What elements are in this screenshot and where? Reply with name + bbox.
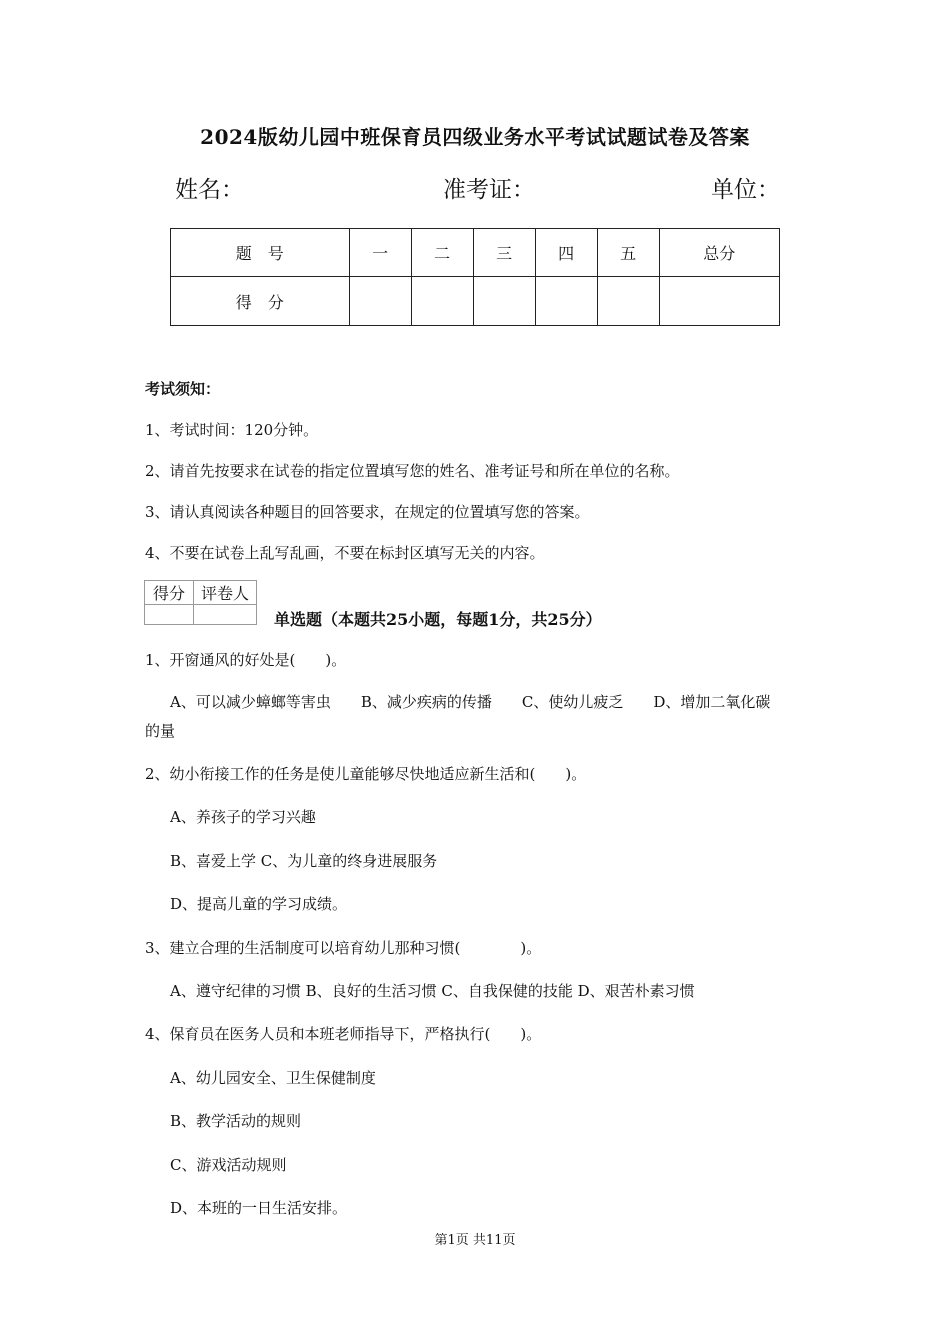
- section-title: 单选题（本题共25小题，每题1分，共25分）: [274, 610, 602, 629]
- score-table-cell: 二: [411, 229, 473, 277]
- score-table-cell: 一: [349, 229, 411, 277]
- score-input-cell[interactable]: [473, 277, 535, 326]
- notice-item: 3、请认真阅读各种题目的回答要求，在规定的位置填写您的答案。: [145, 503, 590, 521]
- question-option: B、教学活动的规则: [170, 1112, 302, 1130]
- grader-reviewer-label: 评卷人: [194, 581, 257, 605]
- question-option: C、游戏活动规则: [170, 1156, 287, 1174]
- question-stem: 3、建立合理的生活制度可以培育幼儿那种习惯( )。: [145, 939, 542, 957]
- question-stem: 2、幼小衔接工作的任务是使儿童能够尽快地适应新生活和( )。: [145, 765, 587, 783]
- score-table-cell: 五: [597, 229, 659, 277]
- question-options: A、可以减少蟑螂等害虫 B、减少疾病的传播 C、使幼儿疲乏 D、增加二氧化碳: [170, 693, 771, 711]
- score-table-cell: 总分: [659, 229, 779, 277]
- question-option: D、本班的一日生活安排。: [170, 1199, 348, 1217]
- score-input-cell[interactable]: [349, 277, 411, 326]
- question-option: B、喜爱上学 C、为儿童的终身进展服务: [170, 852, 438, 870]
- score-table-cell: 四: [535, 229, 597, 277]
- unit-field-label: 单位：: [711, 177, 780, 203]
- question-option: A、养孩子的学习兴趣: [170, 808, 316, 826]
- page-title: 2024版幼儿园中班保育员四级业务水平考试试题试卷及答案: [200, 125, 750, 149]
- page-footer: 第1页 共11页: [434, 1233, 516, 1248]
- grader-score-label: 得分: [145, 581, 194, 605]
- score-table-cell: 题 号: [171, 229, 350, 277]
- question-stem: 4、保育员在医务人员和本班老师指导下，严格执行( )。: [145, 1025, 542, 1043]
- grader-table: [144, 580, 257, 625]
- notice-item: 2、请首先按要求在试卷的指定位置填写您的姓名、准考证号和所在单位的名称。: [145, 462, 680, 480]
- notice-item: 1、考试时间：120分钟。: [145, 421, 319, 439]
- notice-heading: 考试须知：: [145, 380, 221, 398]
- grader-reviewer-cell[interactable]: [194, 605, 257, 625]
- score-table-score-row: [171, 277, 780, 326]
- question-option: A、幼儿园安全、卫生保健制度: [170, 1069, 376, 1087]
- question-option: D、提高儿童的学习成绩。: [170, 895, 348, 913]
- grader-score-cell[interactable]: [145, 605, 194, 625]
- exam-number-field-label: 准考证：: [443, 177, 535, 203]
- score-table: [170, 228, 780, 326]
- notice-item: 4、不要在试卷上乱写乱画，不要在标封区填写无关的内容。: [145, 544, 545, 562]
- question-stem: 1、开窗通风的好处是( )。: [145, 651, 347, 669]
- score-input-cell[interactable]: [411, 277, 473, 326]
- score-input-cell[interactable]: [535, 277, 597, 326]
- question-options: A、遵守纪律的习惯 B、良好的生活习惯 C、自我保健的技能 D、艰苦朴素习惯: [170, 982, 695, 1000]
- score-input-cell[interactable]: [659, 277, 779, 326]
- score-table-cell: 得 分: [171, 277, 350, 326]
- question-options-wrap: 的量: [145, 722, 176, 740]
- score-table-header-row: [171, 229, 780, 277]
- name-field-label: 姓名：: [175, 177, 244, 203]
- score-table-cell: 三: [473, 229, 535, 277]
- score-input-cell[interactable]: [597, 277, 659, 326]
